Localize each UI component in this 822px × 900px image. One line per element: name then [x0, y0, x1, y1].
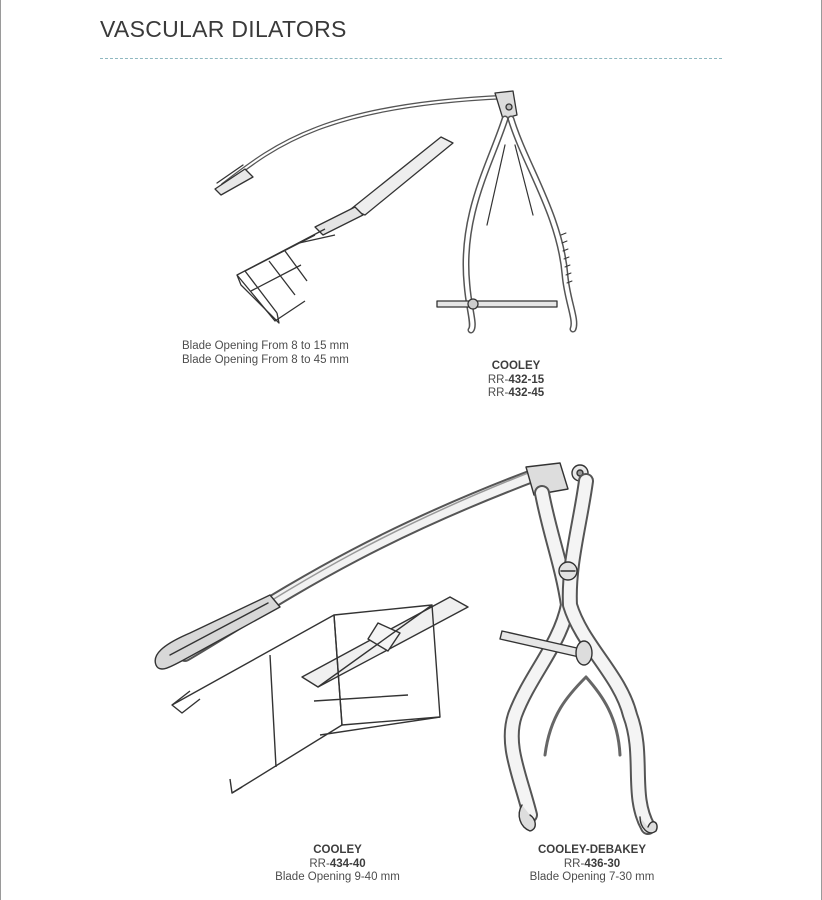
product-code-1: RR-432-15 — [487, 373, 545, 386]
cooley-caption — [250, 844, 425, 885]
product-code-2: RR-432-45 — [487, 387, 545, 399]
cooley-opening: Blade Opening 9-40 mm — [275, 871, 400, 883]
page-title: VASCULAR DILATORS — [100, 16, 347, 42]
cooley-name: COOLEY — [313, 844, 362, 856]
blade-opening-line-1: Blade Opening From 8 to 15 mm — [182, 340, 349, 352]
cooley-debakey-caption — [500, 844, 684, 885]
blade-opening-line-2: Blade Opening From 8 to 45 mm — [182, 353, 349, 366]
cooley-debakey-name: COOLEY-DEBAKEY — [538, 844, 646, 856]
blade-opening-text — [182, 340, 349, 367]
cooley-debakey-opening: Blade Opening 7-30 mm — [529, 871, 655, 883]
cooley-debakey-code: RR-436-30 — [563, 857, 621, 870]
cooley-dilator-small-illustration — [205, 85, 595, 335]
dashed-divider — [100, 58, 722, 59]
cooley-code: RR-434-40 — [309, 857, 366, 870]
cooley-debakey-dilator-illustration — [150, 455, 670, 845]
product-name: COOLEY — [491, 360, 541, 372]
top-caption — [456, 360, 576, 401]
